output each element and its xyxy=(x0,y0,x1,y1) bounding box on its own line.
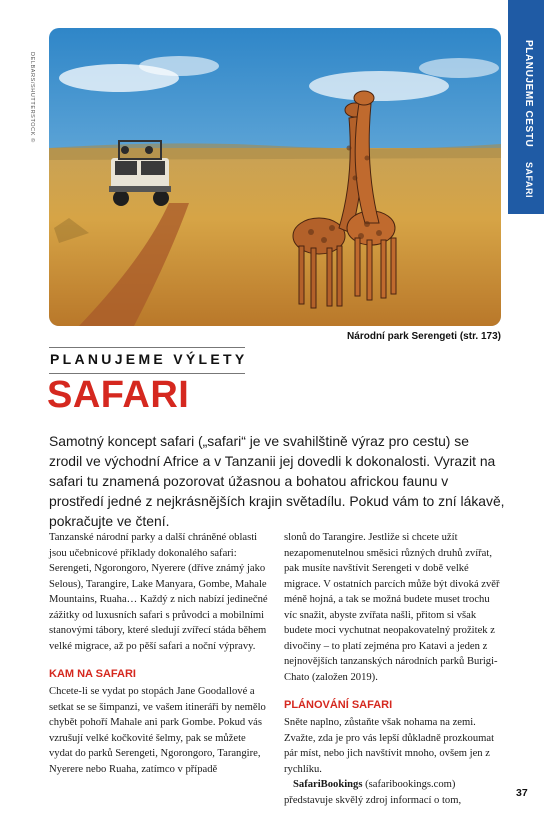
photo-credit-text: DELBARS/SHUTTERSTOCK © xyxy=(29,52,35,143)
body-paragraph: slonů do Tarangire. Jestliže si chcete užít nezapomenutelnou směsici různých druhů zvířat, pak musíte navštívit Serengeti v době velké migrace. V ostatních parcích může být divoká zvěř méně hojná, a tak se možná budete muset trochu víc snažit, abyste zvířata našli, přitom si však budete moci vychutnat neopakovatelný prožitek z divočiny – to platí zejména pro Katavi a jeden z nejnovějších tanzanských národních parků Burigi-Chato (založen 2019). xyxy=(284,532,500,683)
body-paragraph: Chcete-li se vydat po stopách Jane Goodallové a setkat se se šimpanzi, ve vašem itineráři by nemělo chybět pohoří Mahale ani park Gombe. Pokud vás vzrušují velké kočkovité šelmy, pak se můžete vydat do parků Serengeti, Ngorongoro, Tarangire, Nyerere nebo Ruaha, zatímco v případě xyxy=(49,686,266,775)
left-column xyxy=(49,530,271,777)
intro-paragraph: Samotný koncept safari („safari“ je ve svahilštině výraz pro cestu) se zrodil ve východní Africe a v Tanzanii jej dovedli k dokonalosti. Vyrazit na safari tu znamená pozorovat úžasnou a bohatou africkou faunu v prostředí jedné z nejkrásnějších krajin světadílu. Pokud vám to zní lákavě, pokračujte ve čtení. xyxy=(49,433,505,529)
serengeti-photo xyxy=(49,28,501,326)
page-title: SAFARI xyxy=(47,374,190,416)
body-paragraph: Sněte naplno, zůstaňte však nohama na zemi. Zvažte, zda je pro vás lepší důkladně prozkoumat pár míst, nebo jich navštívit mnoho, ovšem jen z rychlíku. xyxy=(284,717,495,775)
subheading-where: KAM NA SAFARI xyxy=(49,668,136,680)
safaribookings-text: (safaribookings.com) představuje skvělý zdroj informací o tom, xyxy=(284,779,462,806)
photo-credit xyxy=(27,52,37,202)
section-label: PLANUJEME VÝLETY xyxy=(50,351,248,367)
topic-tab-label: SAFARI xyxy=(524,162,534,199)
right-column xyxy=(284,530,504,808)
chapter-tab-label: PLANUJEME CESTU xyxy=(523,40,534,148)
page-number: 37 xyxy=(516,787,528,799)
body-paragraph-safaribookings xyxy=(284,777,504,808)
safaribookings-name: SafariBookings xyxy=(293,779,363,790)
photo-caption: Národní park Serengeti (str. 173) xyxy=(347,331,501,342)
subheading-planning: PLÁNOVÁNÍ SAFARI xyxy=(284,699,393,711)
body-paragraph: Tanzanské národní parky a další chráněné oblasti jsou učebnicové příklady dokonalého safari: Serengeti, Ngorongoro, Nyerere (dříve známý jako Selous), Tarangire, Lake Manyara, Gombe, Mahale Mountains, Ruaha… Každý z nich nabízí jedinečné zážitky od luxusních safari s průvodci a mobilními stanovými tábory, které sledují zvířecí stáda během velké migrace, až po pěší safari a noční výpravy. xyxy=(49,532,268,652)
chapter-side-tab xyxy=(508,0,544,214)
section-rule-top xyxy=(49,347,245,348)
